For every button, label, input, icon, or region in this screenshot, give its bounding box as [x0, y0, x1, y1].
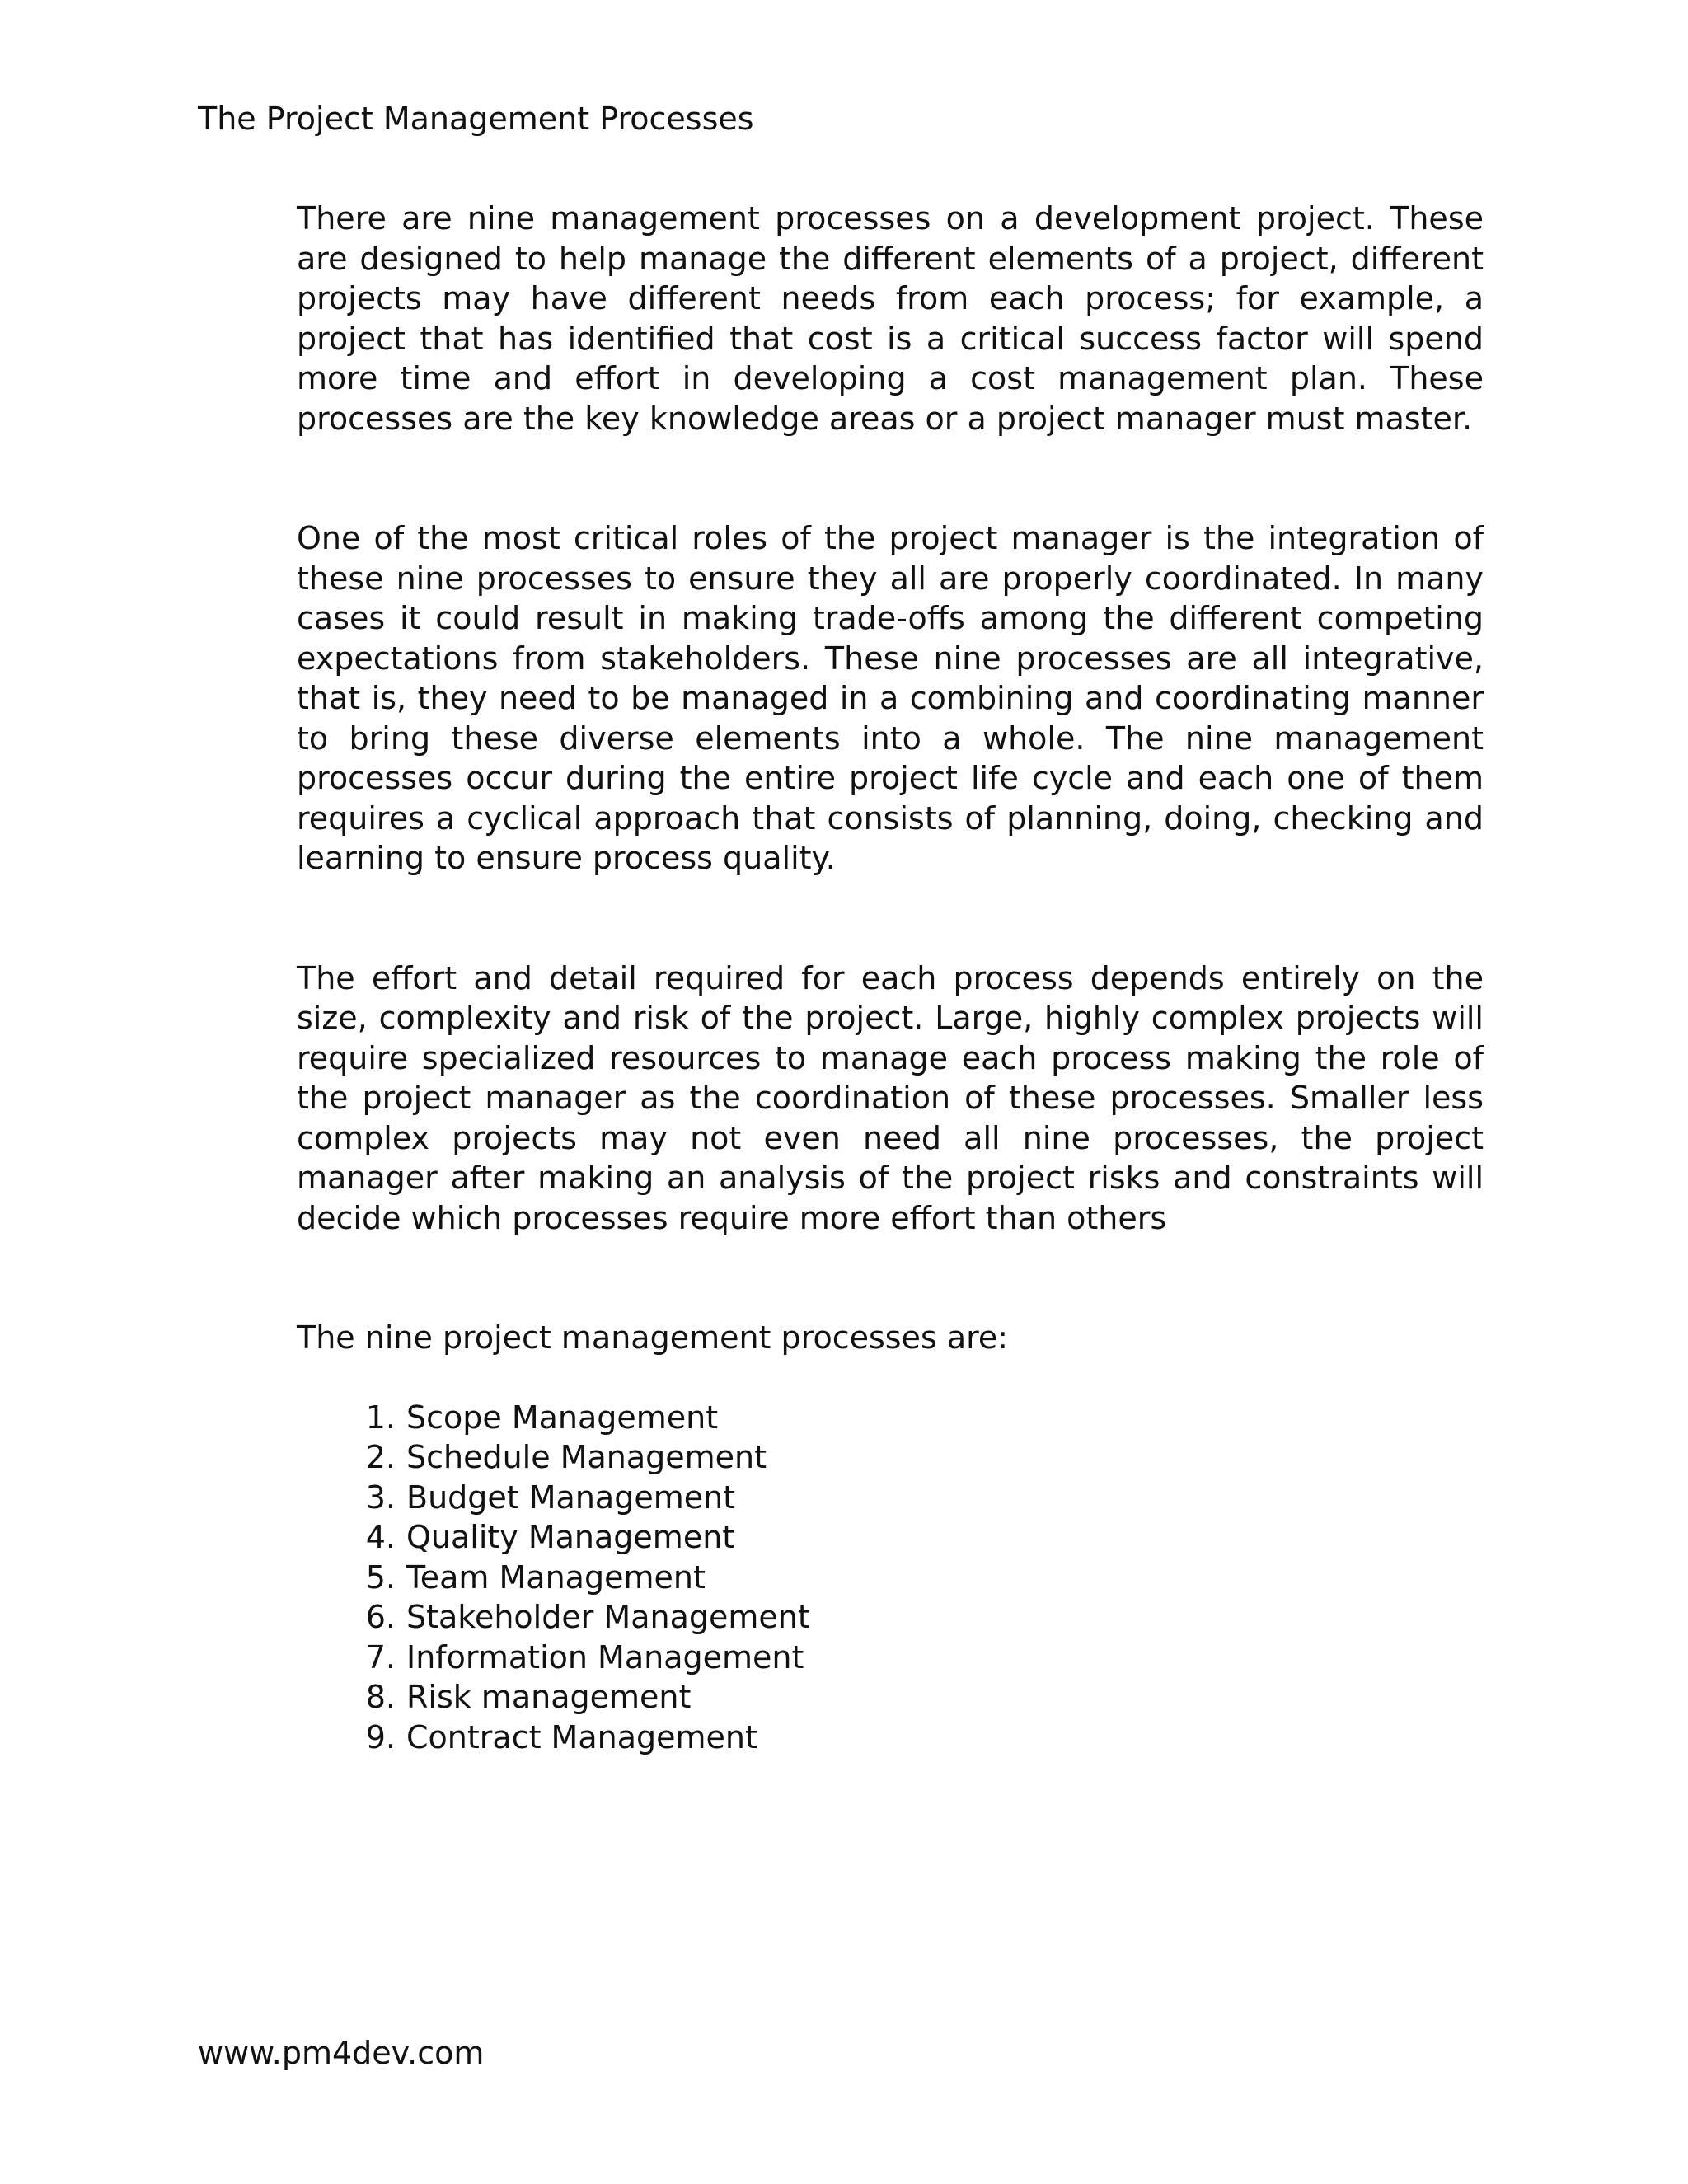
list-item-label: Contract Management	[406, 1718, 757, 1755]
list-item-label: Team Management	[406, 1558, 706, 1596]
list-item	[297, 1558, 1484, 1598]
page-title: The Project Management Processes	[198, 101, 754, 137]
paragraph-1: There are nine management processes on a development project. These are designed to help manage the different elements of a project, different projects may have different needs from each process; for example, a project that has identified that cost is a critical success factor will spend more time and effort in developing a cost management plan. These processes are the key knowledge areas or a project manager must master.	[297, 200, 1484, 437]
list-item	[297, 1478, 1484, 1518]
list-item-label: Budget Management	[406, 1479, 736, 1516]
document-body	[297, 199, 1484, 1757]
list-item-number: 6.	[365, 1599, 396, 1635]
list-item	[297, 1677, 1484, 1718]
list-item	[297, 1638, 1484, 1678]
list-item-label: Schedule Management	[406, 1439, 767, 1475]
list-item	[297, 1597, 1484, 1638]
list-item-number: 8.	[365, 1679, 396, 1715]
list-item-label: Quality Management	[406, 1519, 735, 1555]
footer-url: www.pm4dev.com	[198, 2035, 485, 2071]
list-item-number: 7.	[365, 1638, 396, 1675]
list-intro: The nine project management processes are:	[297, 1319, 1009, 1356]
list-item-number: 3.	[365, 1479, 396, 1516]
list-item-number: 5.	[365, 1558, 396, 1596]
list-item-label: Risk management	[406, 1679, 692, 1715]
list-item-number: 9.	[365, 1718, 396, 1755]
list-item	[297, 1517, 1484, 1558]
list-item	[297, 1718, 1484, 1758]
list-item-label: Stakeholder Management	[406, 1599, 810, 1635]
list-item-number: 1.	[365, 1399, 396, 1436]
list-item-label: Information Management	[406, 1638, 804, 1675]
paragraph-3: The effort and detail required for each process depends entirely on the size, complexity and risk of the project. Large, highly complex projects will require specialized resources to manage each process making the role of the project manager as the coordination of these processes. Smaller less complex projects may not even need all nine processes, the project manager after making an analysis of the project risks and constraints will decide which processes require more effort than others	[297, 959, 1484, 1236]
process-list	[297, 1398, 1484, 1758]
list-item	[297, 1437, 1484, 1478]
paragraph-2: One of the most critical roles of the project manager is the integration of these nine processes to ensure they all are properly coordinated. In many cases it could result in making trade-offs among the different competing expectations from stakeholders. These nine processes are all integrative, that is, they need to be managed in a combining and coordinating manner to bring these diverse elements into a whole. The nine management processes occur during the entire project life cycle and each one of them requires a cyclical approach that consists of planning, doing, checking and learning to ensure process quality.	[297, 520, 1484, 876]
list-item-label: Scope Management	[406, 1399, 719, 1436]
list-item-number: 4.	[365, 1519, 396, 1555]
list-item-number: 2.	[365, 1439, 396, 1475]
list-item	[297, 1398, 1484, 1438]
